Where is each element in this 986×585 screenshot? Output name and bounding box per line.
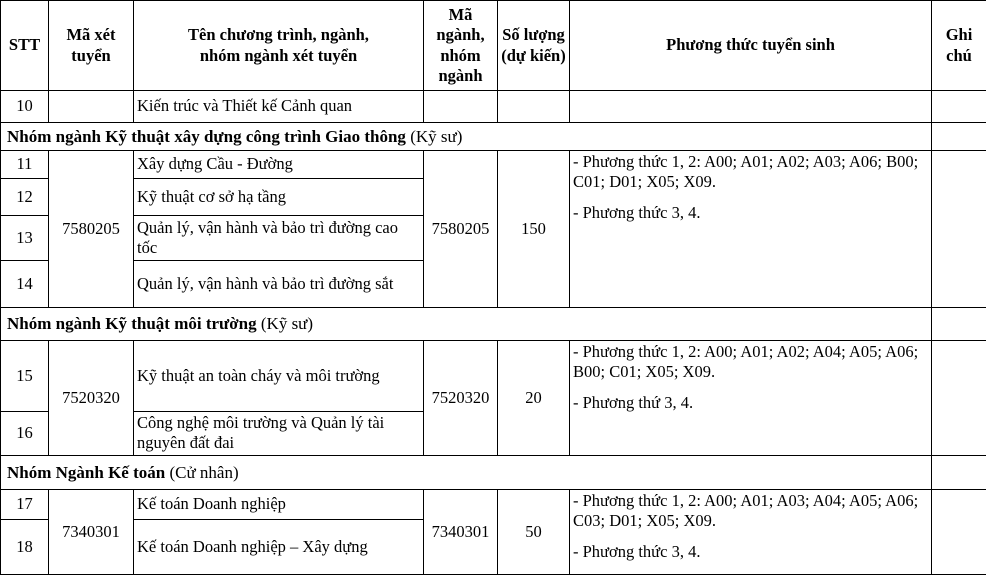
table-row-17 — [1, 489, 986, 519]
phuong-thuc-line-1: - Phương thức 1, 2: A00; A01; A03; A04; A05; A06; C03; D01; X05; X09. — [573, 490, 919, 531]
row10-ten: Kiến trúc và Thiết kế Cảnh quan — [134, 91, 424, 123]
header-so-luong: Số lượng (dự kiến) — [498, 1, 570, 91]
row10-ma-nganh-empty — [424, 91, 498, 123]
phuong-thuc-line-2: - Phương thứ 3, 4. — [573, 392, 694, 412]
row18-ten: Kế toán Doanh nghiệp – Xây dựng — [134, 519, 424, 574]
row14-stt: 14 — [1, 261, 49, 308]
ke-toan-phuong-thuc — [570, 489, 932, 574]
row12-stt: 12 — [1, 179, 49, 216]
row17-ten: Kế toán Doanh nghiệp — [134, 489, 424, 519]
group-label-bold: Nhóm ngành Kỹ thuật môi trường — [7, 314, 257, 334]
ke-toan-so-luong: 50 — [498, 489, 570, 574]
row10-phuong-thuc-empty — [570, 91, 932, 123]
group-label-normal: (Kỹ sư) — [256, 314, 314, 334]
row10-ghi-chu-empty — [932, 91, 986, 123]
ke-toan-ma-xet-tuyen: 7340301 — [49, 489, 134, 574]
row13-stt: 13 — [1, 216, 49, 261]
header-ten-line2: nhóm ngành xét tuyển — [199, 45, 358, 65]
group-moi-truong-ghi-chu-empty — [932, 308, 986, 341]
giao-thong-phuong-thuc — [570, 151, 932, 308]
header-phuong-thuc: Phương thức tuyển sinh — [570, 1, 932, 91]
row10-ma-xet-tuyen-empty — [49, 91, 134, 123]
table-header-row — [1, 1, 986, 91]
ke-toan-ghi-chu-empty — [932, 489, 986, 574]
header-ghi-chu: Ghi chú — [932, 1, 986, 91]
group-giao-thong-ghi-chu-empty — [932, 123, 986, 151]
header-stt: STT — [1, 1, 49, 91]
giao-thong-ma-xet-tuyen: 7580205 — [49, 151, 134, 308]
phuong-thuc-line-1: - Phương thức 1, 2: A00; A01; A02; A03; A06; B00; C01; D01; X05; X09. — [573, 152, 919, 192]
group-label-ke-toan — [1, 455, 932, 489]
table-row-11 — [1, 151, 986, 179]
phuong-thuc-line-2: - Phương thức 3, 4. — [573, 202, 701, 222]
row15-stt: 15 — [1, 341, 49, 412]
header-ten-line1: Tên chương trình, ngành, — [188, 25, 369, 45]
group-row-ke-toan — [1, 455, 986, 489]
moi-truong-ghi-chu-empty — [932, 341, 986, 456]
header-ten-chuong-trinh — [134, 1, 424, 91]
row10-so-luong-empty — [498, 91, 570, 123]
row17-stt: 17 — [1, 489, 49, 519]
header-ma-nganh: Mã ngành, nhóm ngành — [424, 1, 498, 91]
row18-stt: 18 — [1, 519, 49, 574]
group-label-bold: Nhóm ngành Kỹ thuật xây dựng công trình Giao thông — [7, 126, 406, 146]
group-label-giao-thong — [1, 123, 932, 151]
giao-thong-ma-nganh: 7580205 — [424, 151, 498, 308]
phuong-thuc-line-2: - Phương thức 3, 4. — [573, 541, 701, 561]
group-label-bold: Nhóm Ngành Kế toán — [7, 462, 166, 482]
giao-thong-so-luong: 150 — [498, 151, 570, 308]
table-row-10 — [1, 91, 986, 123]
group-row-moi-truong — [1, 308, 986, 341]
moi-truong-ma-nganh: 7520320 — [424, 341, 498, 456]
row10-stt: 10 — [1, 91, 49, 123]
giao-thong-ghi-chu-empty — [932, 151, 986, 308]
moi-truong-so-luong: 20 — [498, 341, 570, 456]
ke-toan-ma-nganh: 7340301 — [424, 489, 498, 574]
row11-ten: Xây dựng Cầu - Đường — [134, 151, 424, 179]
moi-truong-ma-xet-tuyen: 7520320 — [49, 341, 134, 456]
row14-ten: Quản lý, vận hành và bảo trì đường sắt — [134, 261, 424, 308]
row16-ten: Công nghệ môi trường và Quản lý tài nguyên đất đai — [134, 412, 424, 456]
row13-ten: Quản lý, vận hành và bảo trì đường cao tốc — [134, 216, 424, 261]
table-row-15 — [1, 341, 986, 412]
header-ma-xet-tuyen: Mã xét tuyển — [49, 1, 134, 91]
phuong-thuc-line-1: - Phương thức 1, 2: A00; A01; A02; A04; A05; A06; B00; C01; X05; X09. — [573, 342, 919, 382]
row16-stt: 16 — [1, 412, 49, 456]
row11-stt: 11 — [1, 151, 49, 179]
group-label-normal: (Cử nhân) — [165, 462, 239, 482]
moi-truong-phuong-thuc — [570, 341, 932, 456]
row15-ten: Kỹ thuật an toàn cháy và môi trường — [134, 341, 424, 412]
row12-ten: Kỹ thuật cơ sở hạ tầng — [134, 179, 424, 216]
group-row-giao-thong — [1, 123, 986, 151]
group-label-moi-truong — [1, 308, 932, 341]
group-label-normal: (Kỹ sư) — [405, 126, 463, 146]
group-ke-toan-ghi-chu-empty — [932, 455, 986, 489]
